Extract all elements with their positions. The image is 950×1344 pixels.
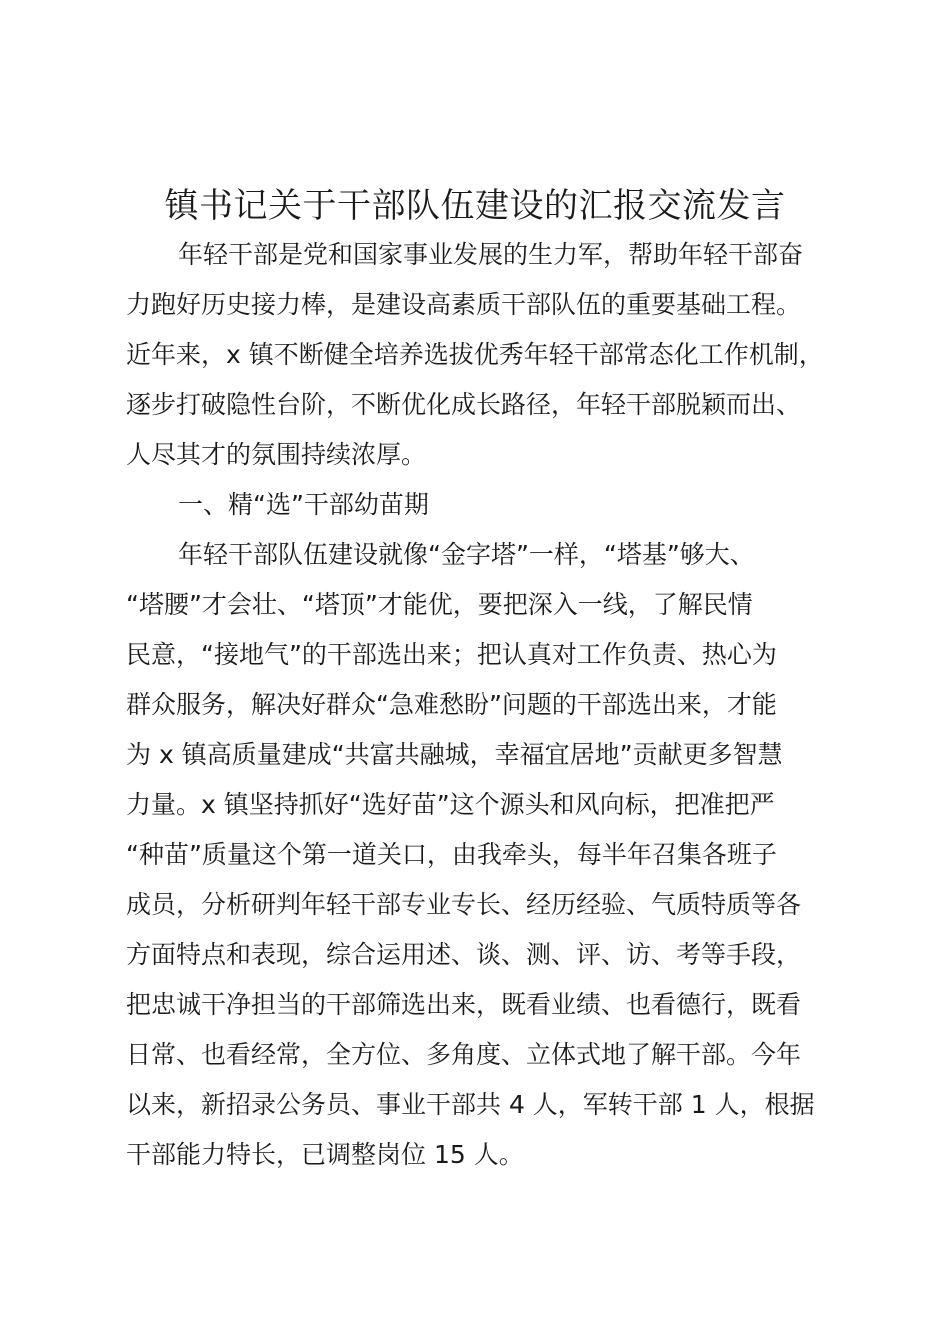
- paragraph-line: 近年来，x 镇不断健全培养选拔优秀年轻干部常态化工作机制，: [126, 340, 824, 369]
- paragraph-line: 力跑好历史接力棒，是建设高素质干部队伍的重要基础工程。: [126, 290, 802, 319]
- paragraph-line: 把忠诚干净担当的干部筛选出来，既看业绩、也看德行，既看: [126, 990, 802, 1019]
- paragraph-line: 干部能力特长，已调整岗位 15 人。: [126, 1140, 524, 1169]
- paragraph-line: 人尽其才的氛围持续浓厚。: [126, 440, 427, 469]
- paragraph-line: 民意，“接地气”的干部选出来；把认真对工作负责、热心为: [126, 640, 777, 669]
- paragraph-line: 年轻干部队伍建设就像“金字塔”一样，“塔基”够大、: [178, 540, 755, 569]
- paragraph-line: 为 x 镇高质量建成“共富共融城，幸福宜居地”贡献更多智慧: [126, 740, 783, 769]
- paragraph-line: “种苗”质量这个第一道关口，由我牵头，每半年召集各班子: [126, 840, 777, 869]
- section-heading-text: 一、精“选”干部幼苗期: [178, 490, 429, 519]
- paragraph-section1: [126, 530, 846, 1180]
- paragraph-line: 力量。x 镇坚持抓好“选好苗”这个源头和风向标，把准把严: [126, 790, 775, 819]
- paragraph-line: 以来，新招录公务员、事业干部共 4 人，军转干部 1 人，根据: [126, 1090, 815, 1119]
- paragraph-intro: [126, 230, 846, 480]
- paragraph-line: “塔腰”才会壮、“塔顶”才能优，要把深入一线，了解民情: [126, 590, 753, 619]
- paragraph-line: 方面特点和表现，综合运用述、谈、测、评、访、考等手段，: [126, 940, 802, 969]
- paragraph-line: 日常、也看经常，全方位、多角度、立体式地了解干部。今年: [126, 1040, 802, 1069]
- paragraph-line: 成员，分析研判年轻干部专业专长、经历经验、气质特质等各: [126, 890, 802, 919]
- document-title: 镇书记关于干部队伍建设的汇报交流发言: [164, 186, 786, 226]
- paragraph-line: 群众服务，解决好群众“急难愁盼”问题的干部选出来，才能: [126, 690, 777, 719]
- paragraph-line: 逐步打破隐性台阶，不断优化成长路径，年轻干部脱颖而出、: [126, 390, 802, 419]
- section-heading: [126, 480, 846, 530]
- paragraph-line: 年轻干部是党和国家事业发展的生力军，帮助年轻干部奋: [178, 240, 804, 269]
